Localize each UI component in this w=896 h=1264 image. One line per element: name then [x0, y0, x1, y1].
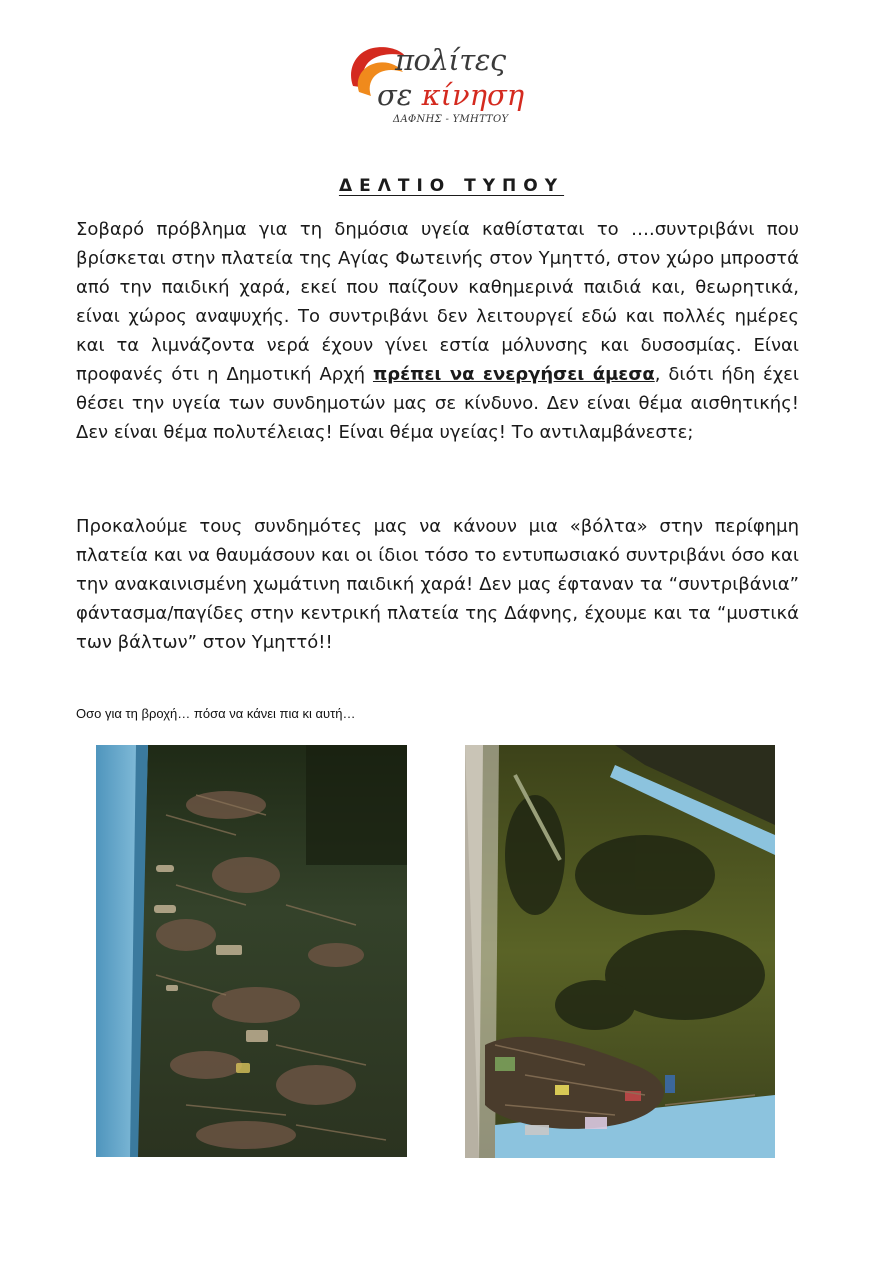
paragraph-1	[76, 215, 799, 447]
press-release-title: ΔΕΛΤΙΟ ΤΥΠΟΥ	[338, 176, 565, 196]
logo-text-line1: πολίτες	[395, 43, 506, 77]
photo-caption: Οσο για τη βροχή… πόσα να κάνει πια κι αυτή…	[76, 706, 356, 721]
fountain-photo-right-image	[465, 745, 775, 1158]
logo-subtitle: ΔΑΦΝΗΣ - ΥΜΗΤΤΟΥ	[393, 114, 509, 125]
logo-text-line2-b: κίνηση	[421, 78, 525, 112]
fountain-photo-left	[96, 745, 407, 1157]
logo-text-line2-a: σε	[377, 78, 422, 112]
fountain-photo-left-image	[96, 745, 407, 1157]
fountain-photo-right	[465, 745, 775, 1158]
paragraph-1-text-b: , διότι ήδη έχει θέσει την υγεία των συνδημοτών μας σε κίνδυνο. Δεν είναι θέμα αισθητικής! Δεν είναι θέμα πολυτέλειας! Είναι θέμα υγείας! Το αντιλαμβάνεστε;	[76, 364, 800, 443]
press-release-title-wrap	[0, 176, 896, 196]
paragraph-1-emphasis: πρέπει να ενεργήσει άμεσα	[372, 364, 655, 385]
paragraph-1-text-a: Σοβαρό πρόβλημα για τη δημόσια υγεία καθίσταται το ….συντριβάνι που βρίσκεται στην πλατεία της Αγίας Φωτεινής στον Υμηττό, στον χώρο μπροστά από την παιδική χαρά, εκεί που παίζουν καθημερινά παιδιά και, θεωρητικά, είναι χώρος αναψυχής. Το συντριβάνι δεν λειτουργεί εδώ και πολλές ημέρες και τα λιμνάζοντα νερά έχουν γίνει εστία μόλυνσης και δυσοσμίας. Είναι προφανές ότι η Δημοτική Αρχή	[76, 219, 799, 385]
paragraph-2: Προκαλούμε τους συνδημότες μας να κάνουν μια «βόλτα» στην περίφημη πλατεία και να θαυμάσουν και οι ίδιοι τόσο το εντυπωσιακό συντριβάνι όσο και την ανακαινισμένη χωμάτινη παιδική χαρά! Δεν μας έφταναν τα “συντριβάνια” φάντασμα/παγίδες στην κεντρική πλατεία της Δάφνης, έχουμε και τα “μυστικά των βάλτων” στον Υμηττό!!	[76, 516, 799, 653]
organization-logo	[345, 40, 545, 130]
logo-text-line2	[377, 78, 525, 112]
